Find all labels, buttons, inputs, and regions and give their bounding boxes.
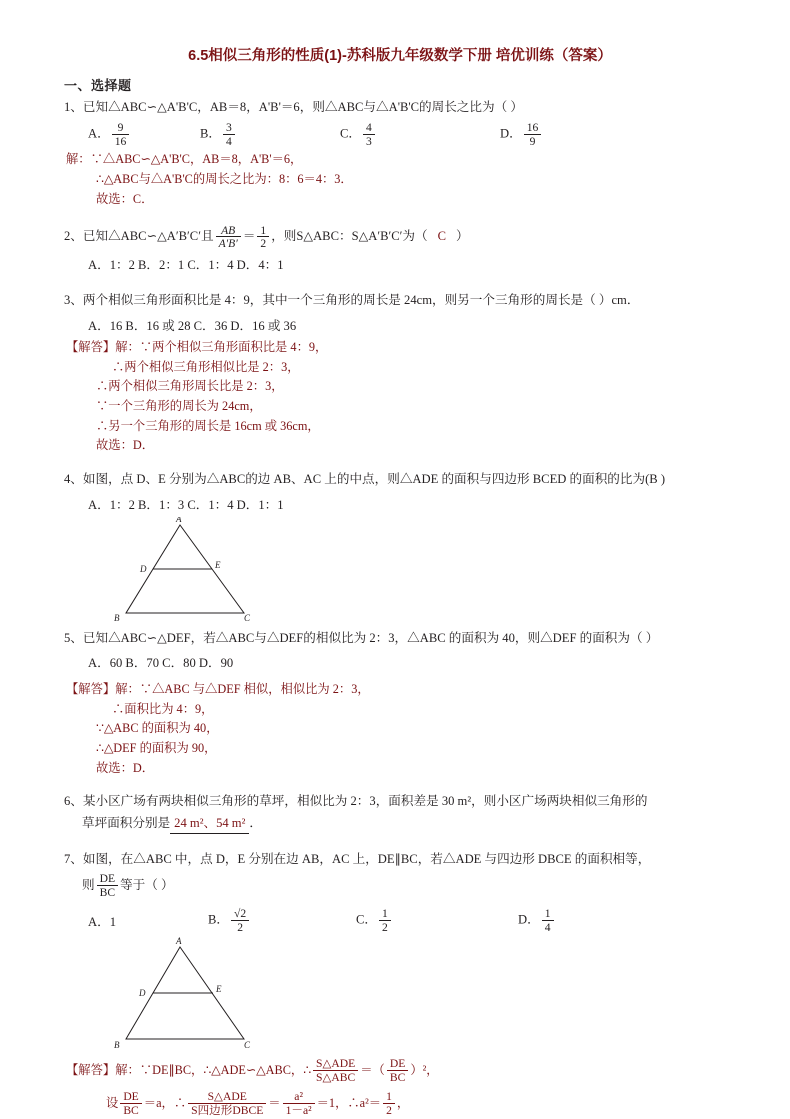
q2-answer: C: [437, 229, 447, 244]
q5-solution-line-5: 故选：D．: [96, 760, 155, 775]
q3-solution-line-3: ∴两个相似三角形周长比是 2：3，: [96, 379, 284, 394]
question-5-stem: 5、已知△ABC∽△DEF，若△ABC与△DEF的相似比为 2：3，△ABC 的面积为 40，则△DEF 的面积为（ ）: [64, 630, 659, 645]
question-1-solution: [66, 150, 738, 209]
q1-option-c: C． $\frac{4}{3}$: [340, 121, 500, 148]
svg-text:E: E: [216, 983, 222, 994]
q7-option-d: D． $\frac{1}{4}$: [518, 907, 556, 934]
triangle-diagram-q7: [108, 937, 288, 1053]
question-6-stem-line-1: 6、某小区广场有两块相似三角形的草坪，相似比为 2：3，面积差是 30 m²，则小区广场两块相似三角形的: [64, 794, 648, 809]
q7-option-a: A．1: [88, 914, 116, 929]
question-4-options: A．1：2 B．1：3 C．1：4 D．1：1: [88, 497, 284, 512]
q1-solution-line-3: 故选：C．: [96, 191, 154, 206]
q7-option-c: C． $\frac{1}{2}$: [356, 907, 518, 934]
section-heading: 一、选择题: [64, 78, 132, 93]
q6-answer-blank: 24 m²、54 m²: [170, 814, 249, 835]
question-3-options: A．16 B．16 或 28 C．36 D．16 或 36: [88, 318, 297, 333]
question-5-solution: [66, 680, 738, 778]
question-3-solution: [66, 338, 738, 456]
q5-solution-line-2: ∴面积比为 4：9，: [112, 701, 214, 716]
q1-solution-line-2: ∴△ABC与△A'B'C的周长之比为：8：6＝4：3．: [96, 172, 353, 187]
q5-solution-line-1: 【解答】解：∵△ABC 与△DEF 相似，相似比为 2：3，: [66, 682, 370, 697]
q2-half-fraction: $\frac{1}{2}$: [257, 224, 269, 251]
svg-text:E: E: [215, 559, 221, 570]
q3-solution-line-4: ∵一个三角形的周长为 24cm，: [96, 399, 262, 413]
question-2-options: A．1：2 B．2：1 C．1：4 D．4：1: [88, 258, 284, 273]
question-7-options: [88, 907, 738, 934]
question-1-options: [88, 121, 738, 148]
q1-option-b: B． $\frac{3}{4}$: [200, 121, 340, 148]
q3-solution-line-1: 【解答】解：∵两个相似三角形面积比是 4：9，: [66, 339, 328, 354]
q1-solution-line-1: 解：∵△ABC∽△A'B'C，AB＝8，A'B'＝6，: [66, 152, 303, 167]
question-4-figure: [108, 517, 738, 629]
q1-option-d: D． $\frac{16}{9}$: [500, 121, 543, 148]
page-title: 6.5相似三角形的性质(1)-苏科版九年级数学下册 培优训练（答案）: [188, 48, 612, 64]
svg-text:C: C: [244, 612, 251, 623]
svg-text:A: A: [176, 516, 182, 524]
q7-sol-frac-4: $\frac{\text{a²}}{\text{1－a²}}$: [283, 1090, 315, 1117]
q7-sol-frac-3: $\frac{\text{S△ADE}}{\text{S四边形DBCE}}$: [188, 1090, 266, 1117]
question-5-options: A．60 B．70 C．80 D．90: [88, 656, 234, 671]
q7-sol-frac-de-bc: $\frac{DE}{BC}$: [120, 1090, 141, 1117]
q2-ratio-fraction: $\frac{AB}{A'B'}$: [216, 224, 241, 251]
q1-option-a: A． $\frac{9}{16}$: [88, 121, 200, 148]
q5-solution-line-3: ∵△ABC 的面积为 40，: [96, 721, 219, 736]
question-6-stem-line-2: 草坪面积分别是 24 m²、54 m² ．: [82, 814, 738, 835]
question-3-stem: 3、两个相似三角形面积比是 4：9，其中一个三角形的周长是 24cm，则另一个三角形的周长是（ ）cm．: [64, 293, 640, 308]
q3-solution-line-2: ∴两个相似三角形相似比是 2：3，: [112, 359, 300, 374]
q5-solution-line-4: ∴△DEF 的面积为 90，: [96, 741, 217, 756]
triangle-diagram-q4: [108, 517, 288, 625]
q3-solution-line-6: 故选：D．: [96, 438, 155, 453]
q7-solution-line-2: 设 $\frac{DE}{BC}$ ＝a，∴ $\frac{\text{S△ADE}}{\text{S四边形DBCE}}$ ＝ $\frac{\text{a²}}{\text{1－a²}}$ ＝1，∴a²＝ $\frac{1}{2}$ ，: [106, 1089, 410, 1117]
svg-text:D: D: [140, 563, 147, 574]
q7-solution-line-1: 【解答】解：∵DE∥BC，∴△ADE∽△ABC，∴ $\frac{\text{S△ADE}}{\text{S△ABC}}$ ＝（ $\frac{DE}{BC}$ ）²，: [66, 1056, 439, 1084]
question-4-stem: 4、如图，点 D、E 分别为△ABC的边 AB、AC 上的中点，则△ADE 的面积与四边形 BCED 的面积的比为(B ): [64, 472, 666, 487]
q7-sol-frac-1: $\frac{\text{S△ADE}}{\text{S△ABC}}$: [313, 1057, 358, 1084]
svg-text:D: D: [139, 987, 146, 998]
q7-sol-frac-2: $\frac{DE}{BC}$: [387, 1057, 408, 1084]
svg-text:A: A: [176, 936, 182, 946]
q7-option-b: B． $\frac{√2}{2}$: [208, 907, 356, 934]
question-7-stem-line-2: 则 $\frac{DE}{BC}$ 等于（ ）: [82, 871, 174, 899]
question-7-solution: [66, 1057, 738, 1117]
question-7-stem-line-1: 7、如图，在△ABC 中，点 D，E 分别在边 AB，AC 上，DE∥BC，若△ADE 与四边形 DBCE 的面积相等，: [64, 852, 651, 867]
q7-de-bc-fraction: $\frac{DE}{BC}$: [97, 872, 118, 899]
question-7-figure: [108, 937, 738, 1057]
q7-sol-frac-5: $\frac{1}{2}$: [383, 1090, 395, 1117]
svg-text:B: B: [114, 1039, 120, 1050]
svg-text:B: B: [114, 612, 120, 623]
svg-text:C: C: [244, 1039, 251, 1050]
q3-solution-line-5: ∴另一个三角形的周长是 16cm 或 36cm，: [96, 418, 320, 433]
question-1-stem: 1、已知△ABC∽△A'B'C，AB＝8，A'B'＝6，则△ABC与△A'B'C的周长之比为（ ）: [64, 100, 523, 114]
question-2-stem: 2、已知△ABC∽△A′B′C′且 $\frac{AB}{A'B'}$ ＝ $\frac{1}{2}$ ，则S△ABC：S△A′B′C′为（ C ）: [64, 223, 469, 251]
